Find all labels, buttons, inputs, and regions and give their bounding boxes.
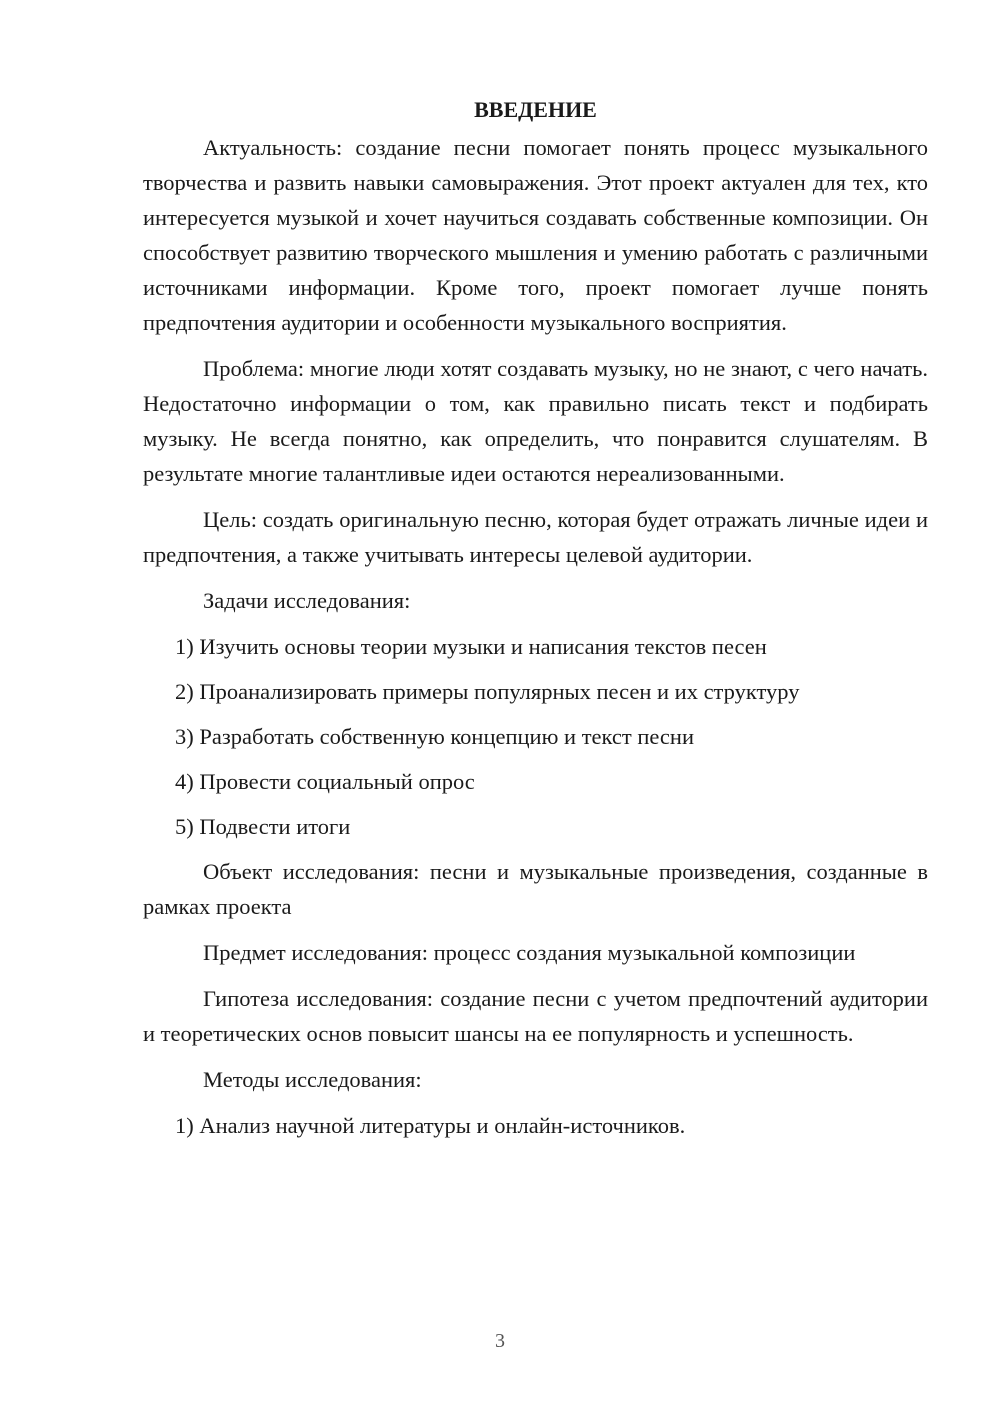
page-number: 3 (495, 1330, 505, 1352)
task-item: 3) Разработать собственную концепцию и текст песни (175, 724, 694, 749)
task-item: 1) Изучить основы теории музыки и написания текстов песен (175, 634, 767, 659)
task-item: 4) Провести социальный опрос (175, 769, 475, 794)
task-item: 2) Проанализировать примеры популярных песен и их структуру (175, 679, 800, 704)
section-title: ВВЕДЕНИЕ (474, 97, 597, 122)
method-item: 1) Анализ научной литературы и онлайн-источников. (175, 1113, 686, 1138)
object-paragraph: Объект исследования: песни и музыкальные произведения, созданные в рамках проекта (143, 859, 928, 919)
problem-paragraph: Проблема: многие люди хотят создавать музыку, но не знают, с чего начать. Недостаточно информации о том, как правильно писать текст и подбирать музыку. Не всегда понятно, как определить, что понравится слушателям. В результате многие талантливые идеи остаются нереализованными. (143, 356, 928, 486)
relevance-paragraph: Актуальность: создание песни помогает понять процесс музыкального творчества и развить навыки самовыражения. Этот проект актуален для тех, кто интересуется музыкой и хочет научиться создавать собственные композиции. Он способствует развитию творческого мышления и умению работать с различными источниками информации. Кроме того, проект помогает лучше понять предпочтения аудитории и особенности музыкального восприятия. (143, 135, 928, 335)
hypothesis-paragraph: Гипотеза исследования: создание песни с учетом предпочтений аудитории и теоретических основ повысит шансы на ее популярность и успешность. (143, 986, 928, 1046)
subject-paragraph: Предмет исследования: процесс создания музыкальной композиции (203, 940, 856, 965)
tasks-heading: Задачи исследования: (203, 588, 411, 613)
methods-heading: Методы исследования: (203, 1067, 422, 1092)
document-page (143, 92, 928, 1153)
task-item: 5) Подвести итоги (175, 814, 351, 839)
goal-paragraph: Цель: создать оригинальную песню, которая будет отражать личные идеи и предпочтения, а также учитывать интересы целевой аудитории. (143, 507, 928, 567)
